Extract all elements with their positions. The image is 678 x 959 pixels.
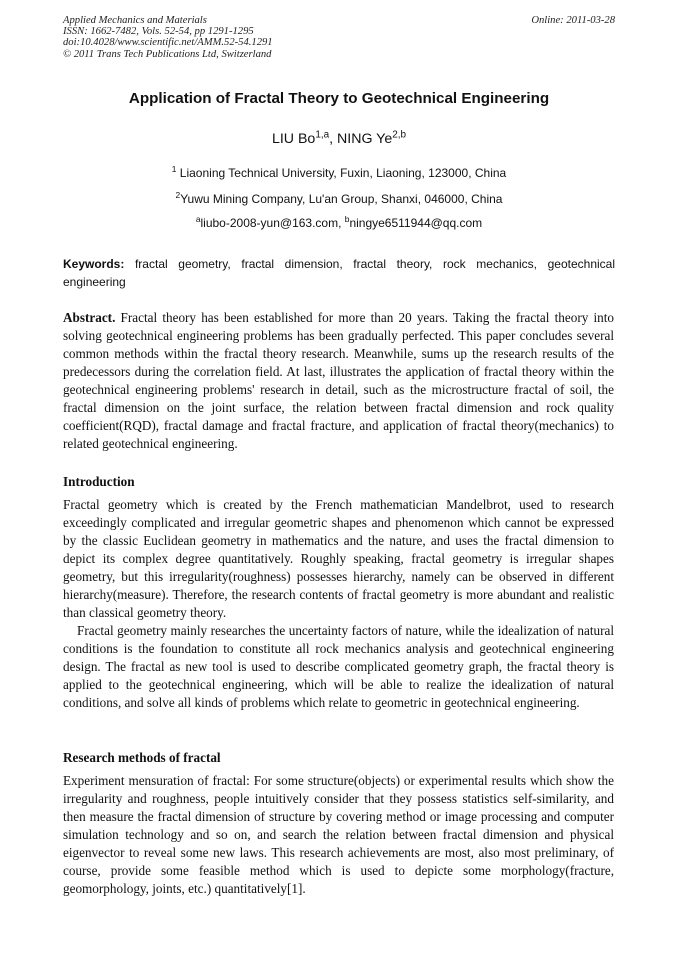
keywords: [63, 255, 615, 291]
affiliation-1-sup: 1: [171, 164, 177, 174]
journal-name: Applied Mechanics and Materials: [63, 15, 207, 26]
doi-line: doi:10.4028/www.scientific.net/AMM.52-54.1291: [63, 37, 273, 49]
abstract-label: Abstract.: [63, 310, 116, 325]
affiliation-2-sup: 2: [175, 190, 181, 200]
introduction-heading: Introduction: [63, 474, 135, 489]
author-separator: ,: [329, 131, 338, 147]
author-2-sup: 2,b: [392, 129, 407, 141]
issn-line: ISSN: 1662-7482, Vols. 52-54, pp 1291-1295: [63, 26, 254, 38]
keywords-label: Keywords:: [63, 257, 125, 271]
research-methods-heading: Research methods of fractal: [63, 750, 221, 765]
affiliation-1: [0, 166, 678, 180]
abstract-text: Fractal theory has been established for more than 20 years. Taking the fractal theory into solving geotechnical engineering problems has been gradually perfected. This paper concludes several common methods within the fractal theory research. Meanwhile, sums up the research results of the predecessors during the correlation field. At last, illustrates the application of fractal theory within the geotechnical engineering problems' research in detail, such as the microstructure fractal of soil, the fractal dimension on the joint surface, the relation between fractal dimension and rock quality coefficient(RQD), fractal damage and fractal fracture, and application of fractal theory(mechanics) to related geotechnical engineering.: [63, 310, 614, 451]
introduction-body: [63, 496, 614, 712]
email-line: [0, 216, 678, 230]
author-2-name: NING Ye: [337, 131, 393, 147]
author-1-name: LIU Bo: [271, 131, 316, 147]
paper-title: Application of Fractal Theory to Geotechnical Engineering: [128, 90, 550, 107]
copyright-line: © 2011 Trans Tech Publications Ltd, Switzerland: [63, 48, 272, 60]
research-methods-paragraph-1: Experiment mensuration of fractal: For some structure(objects) or experimental results which show the irregularity and roughness, people intuitively consider that they possess statistics self-similarity, and then measure the fractal dimension of structure by covering method or image processing and computer simulation technology and so on, and search the relation between fractal dimension and physical eigenvector to reveal some new laws. This research achievements are most, also most preliminary, of course, provide some feasible method which is used to depicte some morphology(fracture, geomorphology, joints, etc.) quantitatively[1].: [63, 773, 614, 896]
affiliation-1-text: Liaoning Technical University, Fuxin, Liaoning, 123000, China: [176, 166, 507, 180]
email-a-sup: a: [195, 214, 201, 224]
affiliation-2: [0, 192, 678, 206]
introduction-paragraph-1: Fractal geometry which is created by the French mathematician Mandelbrot, used to research exceedingly complicated and irregular geometric shapes and phenomenon which cannot be expressed by the classic Euclidean geometry in mathematics and the nature, and uses the fractal dimension to depict its complex degree quantitatively. Roughly speaking, fractal geometry is irregular shapes geometry, but this irregularity(roughness) possesses hierarchy, namely can be observed in different hierarchy(measure). Therefore, the research contents of fractal geometry is more abundant and realistic than classical geometry theory.: [63, 497, 614, 620]
abstract: [63, 309, 614, 453]
keywords-text: fractal geometry, fractal dimension, fractal theory, rock mechanics, geotechnical engineering: [63, 257, 615, 289]
introduction-paragraph-2: Fractal geometry mainly researches the uncertainty factors of nature, while the idealization of natural conditions is the foundation to constitute all rock mechanics analysis and geotechnical engineering design. The fractal as new tool is used to describe complicated geometry graph, the fractal theory is applied to the geotechnical engineering, which will be able to realize the idealization of natural conditions, and solve all kinds of problems which relate to geometric in geotechnical engineering.: [63, 623, 614, 710]
email-b: ningye6511944@qq.com: [349, 216, 483, 230]
author-line: [0, 131, 678, 147]
email-a: liubo-2008-yun@163.com,: [200, 216, 345, 230]
email-b-sup: b: [344, 214, 350, 224]
journal-header: [63, 15, 615, 60]
affiliation-2-text: Yuwu Mining Company, Lu'an Group, Shanxi, 046000, China: [180, 192, 503, 206]
online-date: Online: 2011-03-28: [531, 15, 615, 26]
author-1-sup: 1,a: [315, 129, 330, 141]
